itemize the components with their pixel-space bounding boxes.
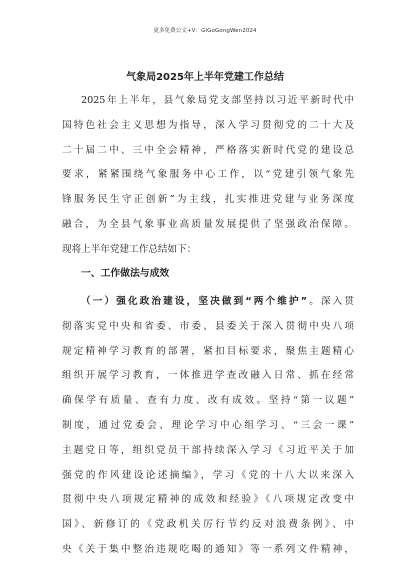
subsection-heading-tail: 。深入贯 xyxy=(307,296,354,307)
subsection-line: 确保学有质量、查有力度、改有成效。坚持“第一议题” xyxy=(62,395,354,407)
subsection-1-paragraph xyxy=(62,290,354,563)
document-title: 气象局2025年上半年党建工作总结 xyxy=(126,72,284,83)
intro-line: 融合，为全县气象事业高质量发展提供了坚强政治保障。 xyxy=(62,218,354,230)
subsection-line: 国》、新修订的《党政机关厉行节约反对浪费条例》、中 xyxy=(62,519,354,531)
section-1 xyxy=(62,262,354,287)
subsection-line: 彻落实党中央和省委、市委、县委关于深入贯彻中央八项 xyxy=(62,320,354,332)
subsection-line: 规定精神学习教育的部署，紧扣目标要求，聚焦主题精心 xyxy=(62,345,354,357)
subsection-line: 主题党日等，组织党员干部持续深入学习《习近平关于加 xyxy=(62,444,354,456)
subsection-first-line xyxy=(62,290,354,315)
intro-line: 国特色社会主义思想为指导，深入学习贯彻党的二十大及 xyxy=(62,119,354,131)
subsection-line: 央《关于集中整治违规吃喝的通知》等一系列文件精神， xyxy=(62,543,354,555)
subsection-line: 制度，通过党委会、理论学习中心组学习、“三会一课” xyxy=(62,419,354,431)
section-heading: 一、工作做法与成效 xyxy=(81,268,170,279)
intro-line: 2025年上半年，县气象局党支部坚持以习近平新时代中 xyxy=(81,95,354,106)
subsection-heading: （一）强化政治建设，坚决做到“两个维护” xyxy=(81,296,308,307)
intro-line: 现将上半年党建工作总结如下： xyxy=(62,243,197,255)
subsection-line: 贯彻中央八项规定精神的成效和经验》《八项规定改变中 xyxy=(62,494,354,506)
intro-line: 二十届二中、三中全会精神，严格落实新时代党的建设总 xyxy=(62,144,354,156)
subsection-line: 组织开展学习教育，一体推进学查改融入日常、抓在经常 xyxy=(62,370,354,382)
watermark-text: 更多免费公文+V：GiGoGongWen2024 xyxy=(153,28,257,34)
intro-line: 锋服务民生守正创新”为主线，扎实推进党建与业务深度 xyxy=(62,194,354,206)
subsection-line: 强党的作风建设论述摘编》，学习《党的十八大以来深入 xyxy=(62,469,354,481)
intro-line: 要求，紧紧围绕气象服务中心工作，以“党建引领气象先 xyxy=(62,169,354,181)
intro-paragraph xyxy=(62,89,354,263)
